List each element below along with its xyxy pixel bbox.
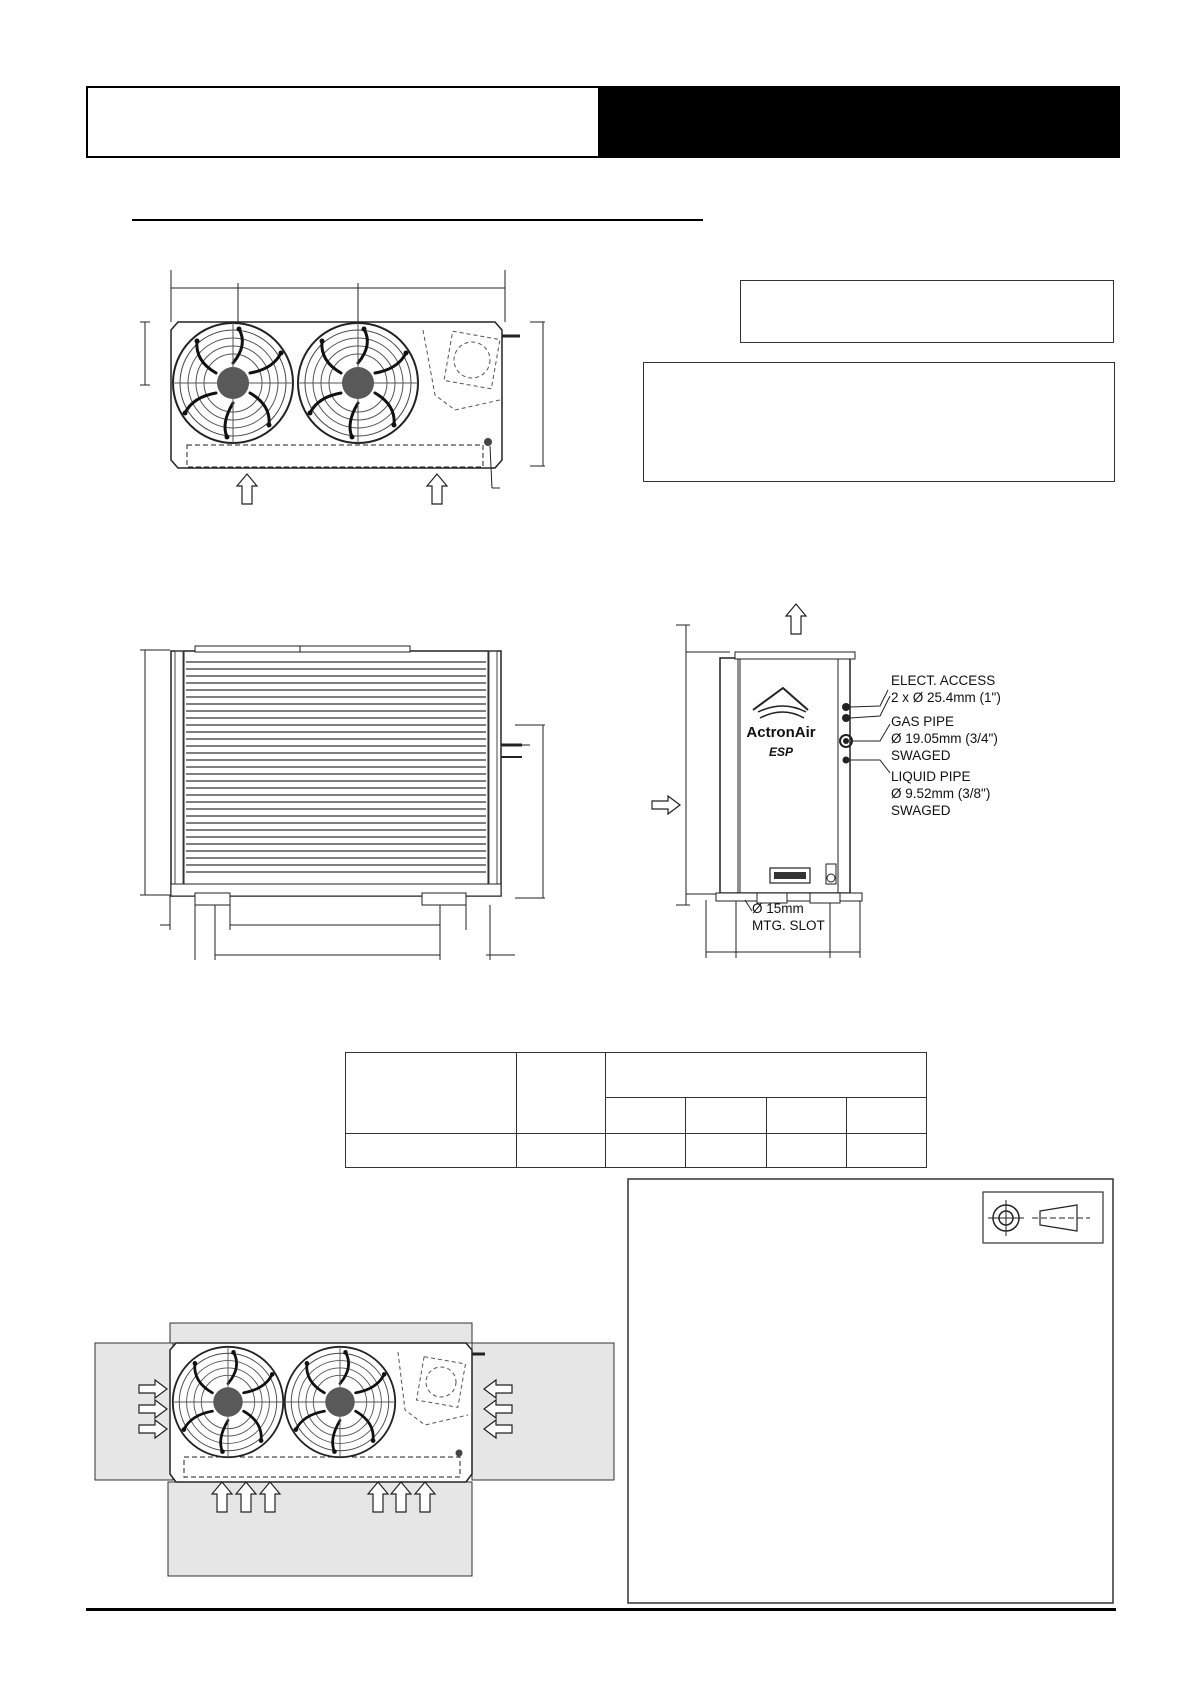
clearance-view — [95, 1323, 614, 1576]
fan-icon — [173, 323, 293, 443]
mtg-slot-size: Ø 15mm — [752, 901, 804, 916]
table-header-cell — [346, 1053, 517, 1134]
elect-access-size: 2 x Ø 25.4mm (1") — [891, 690, 1001, 705]
esp-logo: ESP — [768, 745, 794, 759]
elect-access-label: ELECT. ACCESS — [891, 673, 996, 688]
mtg-slot-label: MTG. SLOT — [752, 918, 825, 933]
spec-table — [345, 1052, 927, 1168]
table-cell — [346, 1134, 517, 1168]
table-subheader-cell — [846, 1098, 926, 1134]
table-header-cell — [606, 1053, 927, 1098]
airflow-arrow-icon — [237, 474, 257, 504]
side-view — [652, 604, 1001, 958]
gas-pipe-size: Ø 19.05mm (3/4") — [891, 731, 998, 746]
table-cell — [517, 1134, 606, 1168]
table-subheader-cell — [686, 1098, 766, 1134]
footer-rule — [86, 1608, 1116, 1611]
projection-symbol-icon — [983, 1192, 1103, 1243]
fan-icon — [173, 1347, 283, 1457]
table-cell — [766, 1134, 846, 1168]
table-subheader-cell — [606, 1098, 686, 1134]
table-cell — [846, 1134, 926, 1168]
liquid-pipe-label: LIQUID PIPE — [891, 769, 971, 784]
gas-pipe-swaged: SWAGED — [891, 748, 951, 763]
brand-logo: ActronAir — [746, 724, 816, 741]
top-view — [140, 270, 545, 504]
front-view — [140, 646, 545, 960]
fan-icon — [285, 1347, 395, 1457]
airflow-arrow-icon — [427, 474, 447, 504]
table-header-cell — [517, 1053, 606, 1134]
airflow-arrow-icon — [786, 604, 806, 634]
table-cell — [606, 1134, 686, 1168]
liquid-pipe-size: Ø 9.52mm (3/8") — [891, 786, 991, 801]
fan-icon — [298, 323, 418, 443]
airflow-arrow-icon — [652, 796, 680, 814]
table-cell — [686, 1134, 766, 1168]
gas-pipe-label: GAS PIPE — [891, 714, 955, 729]
liquid-pipe-swaged: SWAGED — [891, 803, 951, 818]
table-subheader-cell — [766, 1098, 846, 1134]
